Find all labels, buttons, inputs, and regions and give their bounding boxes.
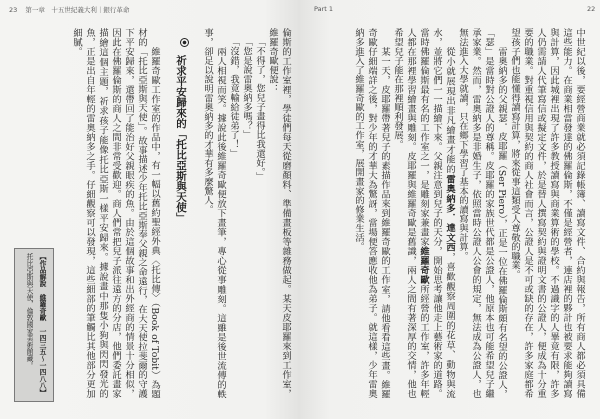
chapter-title: 第一章 十五世紀義大利｜銀行革命 (25, 6, 130, 14)
text-run: 從小就展現出非凡繪畫才能的 (444, 46, 455, 174)
artwork-caption-box (14, 248, 54, 402)
body-paragraph (391, 28, 456, 398)
body-paragraph: 倫斯的工作室裡，學徒們每天從磨顏料、準備畫板等雜務做起。某天皮耶羅來到工作室，維羅奇歐便說： (267, 28, 291, 398)
body-paragraph: 雷奧納多的父親瑟．皮耶羅（Ser Piero），正是一位在佛羅倫斯頗有名望的公證人，「瑟」是當時對公證人的尊稱。皮耶羅的家族世代都是公證人，他原本也可能希望兒子繼承家業。然而，雷奧納多是非婚生子，依照當時公證人公會的規定，無法成為公證人，也無法進入大學就讀，只在鄉下學習了基本的讀寫與計算。 (457, 28, 507, 398)
left-page-number: 23 (9, 6, 18, 14)
left-running-head (9, 5, 129, 14)
part-label: Part 1 (314, 5, 334, 13)
left-page-body (58, 28, 292, 398)
body-paragraph: 維羅奇歐工作室的作品中，有一幅以舊約聖經外典〈托比傳〉（Book of Tobit）為題材的「托比亞斯與天使」。故事描述少年托比亞斯奉父親之命遠行，在大天使拉斐爾的守護下平安歸來，還帶回了能治好父親眼疾的魚。由於這個故事和出外經商的情景十分相似，因此在佛羅倫斯的商人之間非常受歡迎。商人們常把兒子派往遠方的分店，他們委託畫家描繪這個主題，祈求孩子能像托比亞斯一樣平安歸來。據說畫中那隻小狗與閃閃發光的魚，正是出自年輕的雷奧納多之手。仔細觀察可以發現，這些細部的筆觸比其他部分更加細膩。 (71, 28, 160, 398)
dialogue-quote: 「您是說雷奧納多嗎？」 (241, 37, 252, 140)
bold-name-leonardo: 雷奧納多．達文西 (444, 173, 455, 252)
right-page-number: 22 (587, 5, 596, 13)
section-heading-text: 祈求平安歸來的「托比亞斯與天使」 (175, 54, 187, 223)
text-run: 所經營的工作室，許多年輕人都在那裡學習繪畫與雕刻。皮耶羅與維羅奇歐是舊識，兩人之間有著深厚的交情，他也希望兒子能在那裡順利發展。 (392, 28, 429, 398)
heading-bullet-icon (180, 38, 189, 47)
section-heading (173, 28, 189, 398)
text-run: ，喜歡觀察周圍的花草、動物與流水，並將它們一一描繪下來。父親注意到兒子的天分，開始思考讓他走上藝術家的道路。當時佛羅倫斯最有名的工作室之一，是雕刻家兼畫家 (418, 28, 455, 398)
dialogue-quote: 「沒錯，我竟輸給徒弟了！」 (228, 37, 239, 159)
body-paragraph: 兩人相視而笑。據說此後維羅奇歐便放下畫筆，專心從事雕刻。這雖是後世流傳的軼事，卻足以說明雷奧納多的才華有多麼驚人。 (202, 28, 226, 398)
right-page-body (336, 28, 586, 398)
bold-name-verrocchio: 維羅奇歐 (418, 246, 429, 285)
dialogue-quote: 「不得了，您兒子畫得比我還好。」 (254, 37, 265, 182)
caption-title: 【作品解說 維羅奇歐 一四三五～一四八八】 (38, 253, 46, 396)
body-paragraph: 某一天，皮耶羅帶著兒子的素描作品來到維羅奇歐的工作室，請他看看這些畫。維羅奇歐仔細端詳之後，對少年的才華大為驚訝，當場便答應收他為弟子。就這樣，少年雷奧納多進入了維羅奇歐的工作室，展開畫家的修業生活。 (353, 28, 390, 398)
right-page (300, 0, 600, 419)
caption-body: 托比亞斯與天使，倫敦國家美術館藏。 (25, 253, 33, 369)
body-paragraph: 中世紀以後，要經營商業就必須記錄帳簿、讀寫文件、合約與報告，所有商人都必須具備這些能力。在商業相當發達的佛羅倫斯，不僅是經營者，連店裡的夥計也被要求能夠讀寫與計算，因此城裡出現了許多教授讀寫與商業算術的學校。不過識字的人畢竟有限，許多人仍需請人代筆寫信或擬定文件，於是替人撰寫契約與證明文書的公證人，便成為十分重要的職業。對重視信用與契約的商人社會而言，公證人是不可或缺的存在，許多家庭都希望孩子們也能懂得讀寫計算，將來從事這類受人尊敬的職業。 (509, 28, 585, 398)
